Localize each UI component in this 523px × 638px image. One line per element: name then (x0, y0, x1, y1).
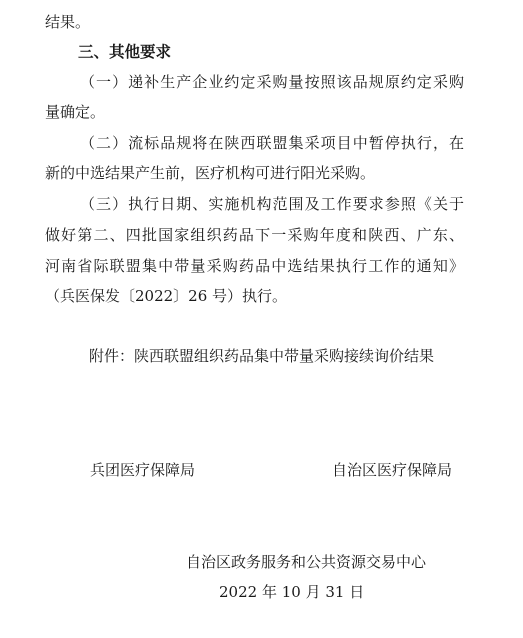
item1-line2: 量确定。 (45, 103, 106, 121)
signature-right: 自治区医疗保障局 (332, 461, 453, 479)
document-date: 2022 年 10 月 31 日 (219, 583, 365, 601)
item3-line4: （兵医保发〔2022〕26 号）执行。 (45, 287, 288, 305)
cut-off-text-line (45, 0, 465, 9)
item3-line1: （三）执行日期、实施机构范围及工作要求参照《关于 (80, 195, 464, 213)
section-title: 三、其他要求 (78, 43, 172, 61)
item1-line1: （一）递补生产企业约定采购量按照该品规原约定采购 (80, 73, 464, 91)
paragraph-end-line: 结果。 (45, 13, 91, 31)
item3-line3: 河南省际联盟集中带量采购药品中选结果执行工作的通知》 (45, 257, 464, 275)
signature-left: 兵团医疗保障局 (90, 461, 196, 479)
attachment-note: 附件：陕西联盟组织药品集中带量采购接续询价结果 (89, 347, 435, 365)
signature-center: 自治区政务服务和公共资源交易中心 (186, 553, 427, 571)
item2-line2: 新的中选结果产生前，医疗机构可进行阳光采购。 (45, 164, 376, 182)
item2-line1: （二）流标品规将在陕西联盟集采项目中暂停执行，在 (80, 134, 464, 152)
item3-line2: 做好第二、四批国家组织药品下一采购年度和陕西、广东、 (45, 226, 464, 244)
